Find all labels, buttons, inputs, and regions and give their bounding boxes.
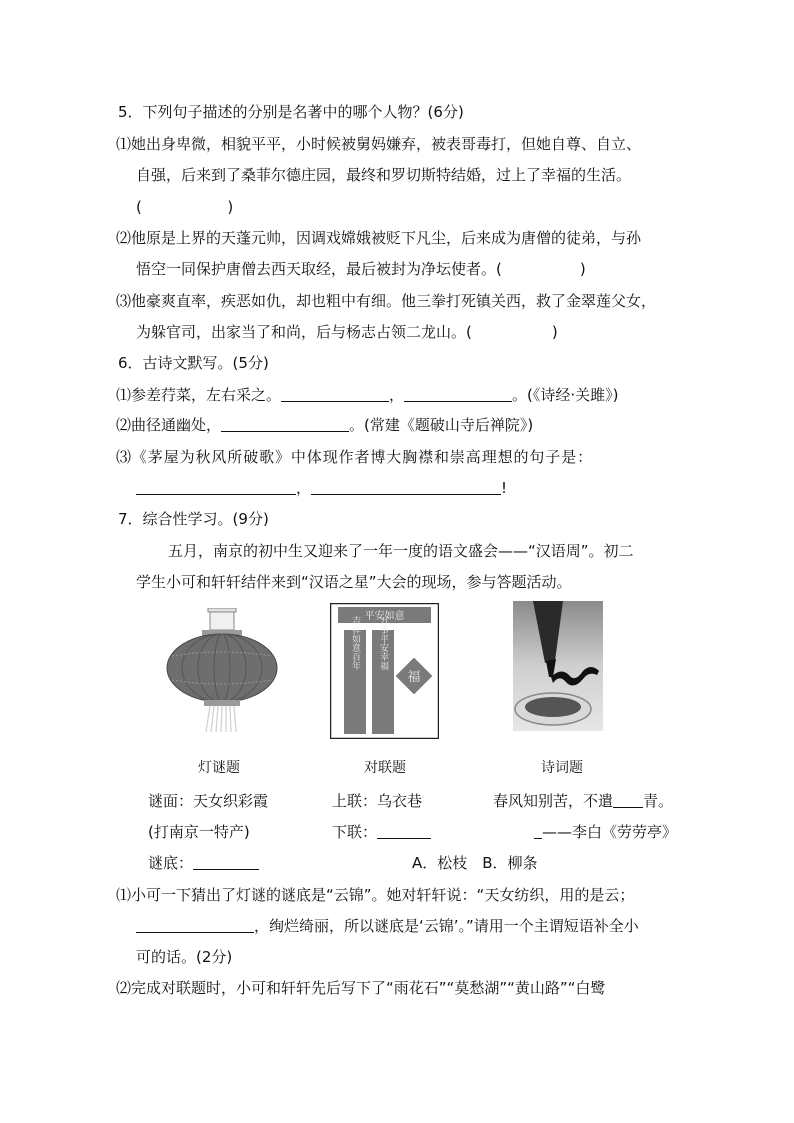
lantern-image bbox=[166, 608, 278, 732]
q7-sub2-line1: ⑵完成对联题时，小可和轩轩先后写下了“雨花石”“莫愁湖”“黄山路”“白鹭 bbox=[116, 979, 606, 997]
q6-item1-text: ⑴参差荇菜，左右采之。 bbox=[116, 386, 282, 404]
q6-item1-source: 。(《诗经·关雎》) bbox=[512, 386, 619, 404]
poem-line-text: 春风知别苦，不遣 bbox=[493, 792, 614, 810]
riddle-face: 谜面：天女织彩霞 bbox=[148, 792, 269, 810]
q6-blank-1[interactable] bbox=[281, 385, 389, 402]
riddle-hint: (打南京一特产) bbox=[148, 823, 250, 841]
poem-line bbox=[493, 790, 673, 812]
q5-title: 5．下列句子描述的分别是名著中的哪个人物？(6分) bbox=[118, 103, 464, 121]
q6-item1 bbox=[116, 384, 619, 406]
q5-item3-line1: ⑶他豪爽直率，疾恶如仇，却也粗中有细。他三拳打死镇关西，救了金翠莲父女， bbox=[116, 292, 657, 310]
couplet-lower-label: 下联： bbox=[332, 823, 378, 841]
q6-blank-5[interactable] bbox=[311, 478, 501, 495]
q7-sub1-line1: ⑴小可一下猜出了灯谜的谜底是“云锦”。她对轩轩说：“天女纺织，用的是云； bbox=[116, 886, 635, 904]
couplet-upper: 上联：乌衣巷 bbox=[332, 792, 423, 810]
comma: ， bbox=[389, 386, 405, 404]
q6-item2-source: 。(常建《题破山寺后禅院》) bbox=[349, 416, 534, 434]
riddle-caption: 灯谜题 bbox=[198, 760, 240, 776]
couplet-caption: 对联题 bbox=[364, 760, 406, 776]
q7-title: 7．综合性学习。(9分) bbox=[118, 510, 269, 528]
couplet-image bbox=[330, 603, 439, 739]
calligraphy-image bbox=[513, 601, 603, 731]
poem-source-text: ——李白《劳劳亭》 bbox=[542, 823, 678, 841]
q7-sub1-line3: 可的话。(2分) bbox=[136, 948, 233, 966]
banner-text: 平安如意 bbox=[364, 611, 405, 622]
q5-item1-line1: ⑴她出身卑微，相貌平平，小时候被舅妈嫌弃，被表哥毒打，但她自尊、自立、 bbox=[116, 135, 642, 153]
q6-blank-2[interactable] bbox=[404, 385, 512, 402]
q7-sub1-blank[interactable] bbox=[136, 916, 254, 933]
q6-item3-line2 bbox=[136, 477, 507, 499]
q7-sub1-line2-text: ，绚烂绮丽，所以谜底是‘云锦’。”请用一个主谓短语补全小 bbox=[254, 917, 639, 935]
riddle-answer-blank[interactable] bbox=[193, 853, 259, 870]
poem-source bbox=[534, 821, 677, 843]
q6-blank-4[interactable] bbox=[136, 478, 296, 495]
riddle-answer-label: 谜底： bbox=[148, 854, 194, 872]
q5-item3-text: 为躲官司，出家当了和尚，后与杨志占领二龙山。( bbox=[136, 323, 472, 341]
poem-caption: 诗词题 bbox=[541, 760, 583, 776]
comma: ， bbox=[296, 479, 312, 497]
q5-item1-answer bbox=[136, 196, 233, 218]
q6-item2 bbox=[116, 414, 533, 436]
q6-title: 6．古诗文默写。(5分) bbox=[118, 354, 269, 372]
q7-intro-line2: 学生小可和轩轩结伴来到“汉语之星”大会的现场，参与答题活动。 bbox=[136, 573, 572, 591]
q6-item2-text: ⑵曲径通幽处， bbox=[116, 416, 222, 434]
q5-item2-text: 悟空一同保护唐僧去西天取经，最后被封为净坛使者。( bbox=[136, 260, 502, 278]
q7-sub1-line2 bbox=[136, 915, 639, 937]
q6-item3-line1: ⑶《茅屋为秋风所破歌》中体现作者博大胸襟和崇高理想的句子是： bbox=[116, 448, 594, 466]
fu-character: 福 bbox=[407, 670, 421, 685]
q5-item2-line1: ⑵他原是上界的天蓬元帅，因调戏嫦娥被贬下凡尘，后来成为唐僧的徒弟，与孙 bbox=[116, 229, 642, 247]
couplet-options: A．松枝 B．柳条 bbox=[412, 854, 538, 872]
right-scroll-text: 万事平安幸福 bbox=[378, 616, 388, 670]
couplet-lower bbox=[332, 821, 431, 843]
poem-source-blank[interactable] bbox=[534, 822, 542, 839]
couplet-lower-blank[interactable] bbox=[377, 822, 431, 839]
q7-intro-line1: 五月，南京的初中生又迎来了一年一度的语文盛会——“汉语周”。初二 bbox=[168, 542, 634, 560]
paren-close: ) bbox=[227, 198, 234, 216]
paren-close: ) bbox=[579, 260, 586, 278]
paren-open: ( bbox=[136, 198, 142, 216]
poem-line-end: 青。 bbox=[643, 792, 674, 810]
left-scroll-text: 吉祥如意百年 bbox=[350, 616, 360, 670]
q5-item2-line2 bbox=[136, 258, 586, 280]
paren-close: ) bbox=[551, 323, 558, 341]
q5-item3-line2 bbox=[136, 321, 558, 343]
q5-item1-line2: 自强，后来到了桑菲尔德庄园，最终和罗切斯特结婚，过上了幸福的生活。 bbox=[136, 166, 632, 184]
riddle-answer bbox=[148, 852, 259, 874]
q6-blank-3[interactable] bbox=[221, 415, 349, 432]
poem-blank[interactable] bbox=[613, 791, 643, 808]
exclamation: ! bbox=[501, 479, 508, 497]
